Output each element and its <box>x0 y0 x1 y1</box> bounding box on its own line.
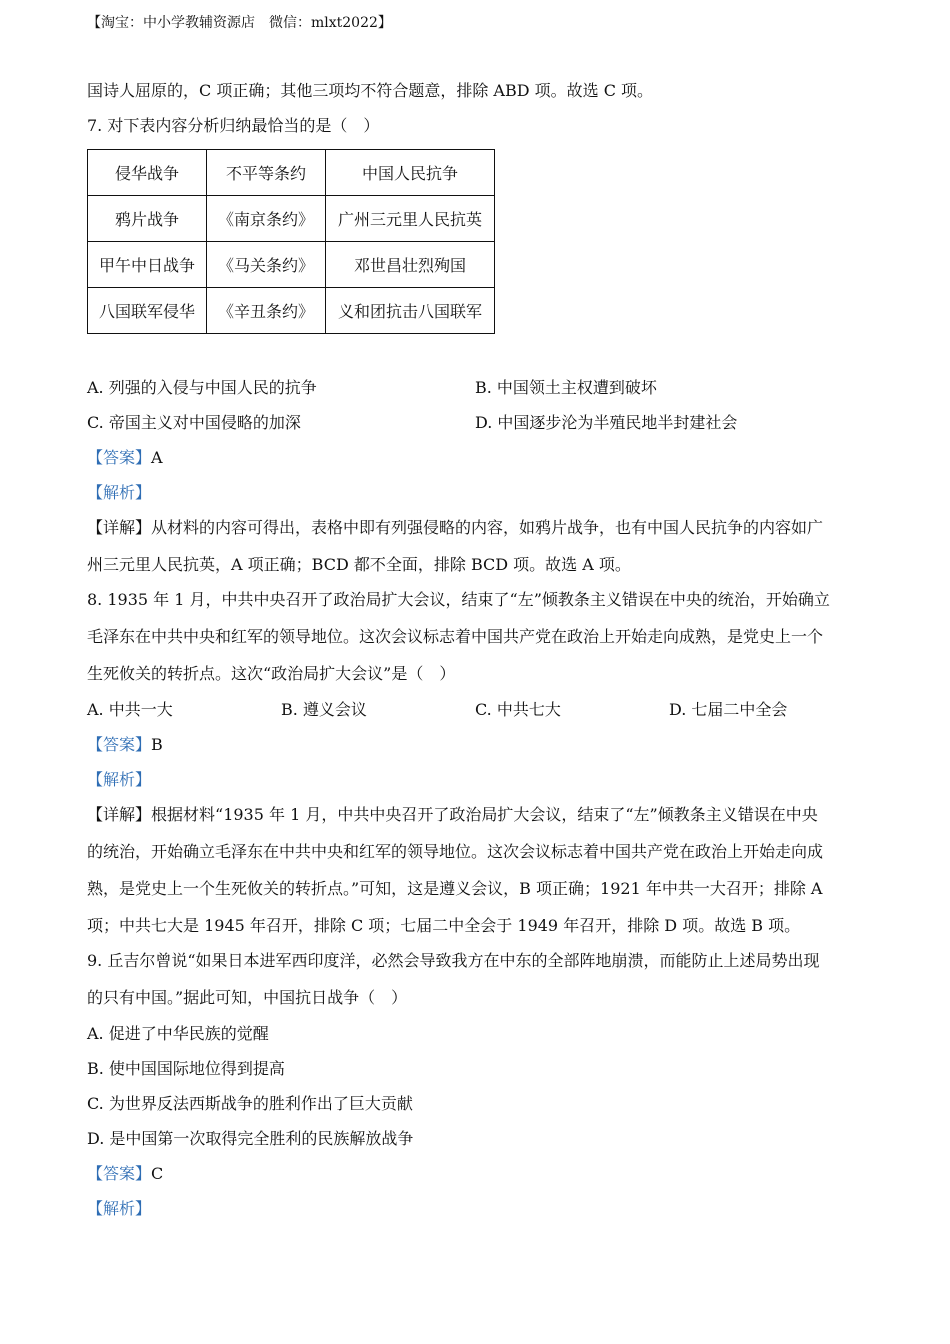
previous-question-tail: 国诗人屈原的，C 项正确；其他三项均不符合题意，排除 ABD 项。故选 C 项。 <box>87 81 654 100</box>
q8-detail-line-4: 项；中共七大是 1945 年召开，排除 C 项；七届二中全会于 1949 年召开，排除 D 项。故选 B 项。 <box>87 916 801 935</box>
table-header-row <box>88 150 495 196</box>
table-cell: 邓世昌壮烈殉国 <box>326 242 495 288</box>
q7-table <box>87 149 495 334</box>
table-row <box>88 288 495 334</box>
answer-value: C <box>151 1164 164 1183</box>
q9-option-c: C. 为世界反法西斯战争的胜利作出了巨大贡献 <box>87 1094 413 1113</box>
detail-tag: 【详解】 <box>87 805 152 824</box>
q8-option-d: D. 七届二中全会 <box>669 700 788 719</box>
page-header: 【淘宝：中小学教辅资源店 微信：mlxt2022】 <box>87 15 392 31</box>
q8-analysis-tag: 【解析】 <box>87 770 152 789</box>
detail-tag: 【详解】 <box>87 518 152 537</box>
detail-text: 从材料的内容可得出，表格中即有列强侵略的内容，如鸦片战争，也有中国人民抗争的内容如广 <box>151 518 824 537</box>
q9-stem-line-2: 的只有中国。”据此可知，中国抗日战争（ ） <box>87 988 408 1007</box>
table-cell: 鸦片战争 <box>88 196 207 242</box>
q9-option-d: D. 是中国第一次取得完全胜利的民族解放战争 <box>87 1129 414 1148</box>
answer-tag: 【答案】 <box>87 735 152 754</box>
q9-analysis-tag: 【解析】 <box>87 1199 152 1218</box>
answer-value: A <box>151 448 163 467</box>
table-row <box>88 196 495 242</box>
table-cell: 不平等条约 <box>207 150 326 196</box>
q7-analysis-tag: 【解析】 <box>87 483 152 502</box>
q7-stem: 7. 对下表内容分析归纳最恰当的是（ ） <box>87 116 380 135</box>
answer-value: B <box>151 735 163 754</box>
q8-detail-line-1 <box>87 805 818 825</box>
q8-stem-line-1: 8. 1935 年 1 月，中共中央召开了政治局扩大会议，结束了“左”倾教条主义错误在中央的统治，开始确立 <box>87 590 830 609</box>
q8-answer <box>87 735 163 755</box>
q9-answer <box>87 1164 163 1184</box>
q8-option-a: A. 中共一大 <box>87 700 173 719</box>
q7-option-a: A. 列强的入侵与中国人民的抗争 <box>87 378 317 397</box>
table-cell: 《南京条约》 <box>207 196 326 242</box>
table-cell: 《辛丑条约》 <box>207 288 326 334</box>
q9-stem-line-1: 9. 丘吉尔曾说“如果日本进军西印度洋，必然会导致我方在中东的全部阵地崩溃，而能防止上述局势出现 <box>87 951 820 970</box>
table-cell: 义和团抗击八国联军 <box>326 288 495 334</box>
q7-option-c: C. 帝国主义对中国侵略的加深 <box>87 413 301 432</box>
q7-detail-line-2: 州三元里人民抗英，A 项正确；BCD 都不全面，排除 BCD 项。故选 A 项。 <box>87 555 631 574</box>
q8-detail-line-2: 的统治，开始确立毛泽东在中共中央和红军的领导地位。这次会议标志着中国共产党在政治上开始走向成 <box>87 842 824 861</box>
q8-detail-line-3: 熟，是党史上一个生死攸关的转折点。”可知，这是遵义会议，B 项正确；1921 年中共一大召开；排除 A <box>87 879 823 898</box>
q7-option-b: B. 中国领土主权遭到破坏 <box>475 378 657 397</box>
table-cell: 侵华战争 <box>88 150 207 196</box>
q9-option-b: B. 使中国国际地位得到提高 <box>87 1059 285 1078</box>
table-cell: 八国联军侵华 <box>88 288 207 334</box>
q8-stem-line-2: 毛泽东在中共中央和红军的领导地位。这次会议标志着中国共产党在政治上开始走向成熟，是党史上一个 <box>87 627 824 646</box>
q8-option-c: C. 中共七大 <box>475 700 561 719</box>
detail-text: 根据材料“1935 年 1 月，中共中央召开了政治局扩大会议，结束了“左”倾教条主义错误在中央 <box>151 805 818 824</box>
q7-option-d: D. 中国逐步沦为半殖民地半封建社会 <box>475 413 738 432</box>
q8-option-b: B. 遵义会议 <box>281 700 367 719</box>
q9-option-a: A. 促进了中华民族的觉醒 <box>87 1024 269 1043</box>
table-cell: 中国人民抗争 <box>326 150 495 196</box>
table-cell: 《马关条约》 <box>207 242 326 288</box>
q7-answer <box>87 448 163 468</box>
answer-tag: 【答案】 <box>87 448 152 467</box>
answer-tag: 【答案】 <box>87 1164 152 1183</box>
q8-stem-line-3: 生死攸关的转折点。这次“政治局扩大会议”是（ ） <box>87 664 456 683</box>
table-cell: 广州三元里人民抗英 <box>326 196 495 242</box>
table-row <box>88 242 495 288</box>
table-cell: 甲午中日战争 <box>88 242 207 288</box>
q7-detail-line-1 <box>87 518 823 538</box>
